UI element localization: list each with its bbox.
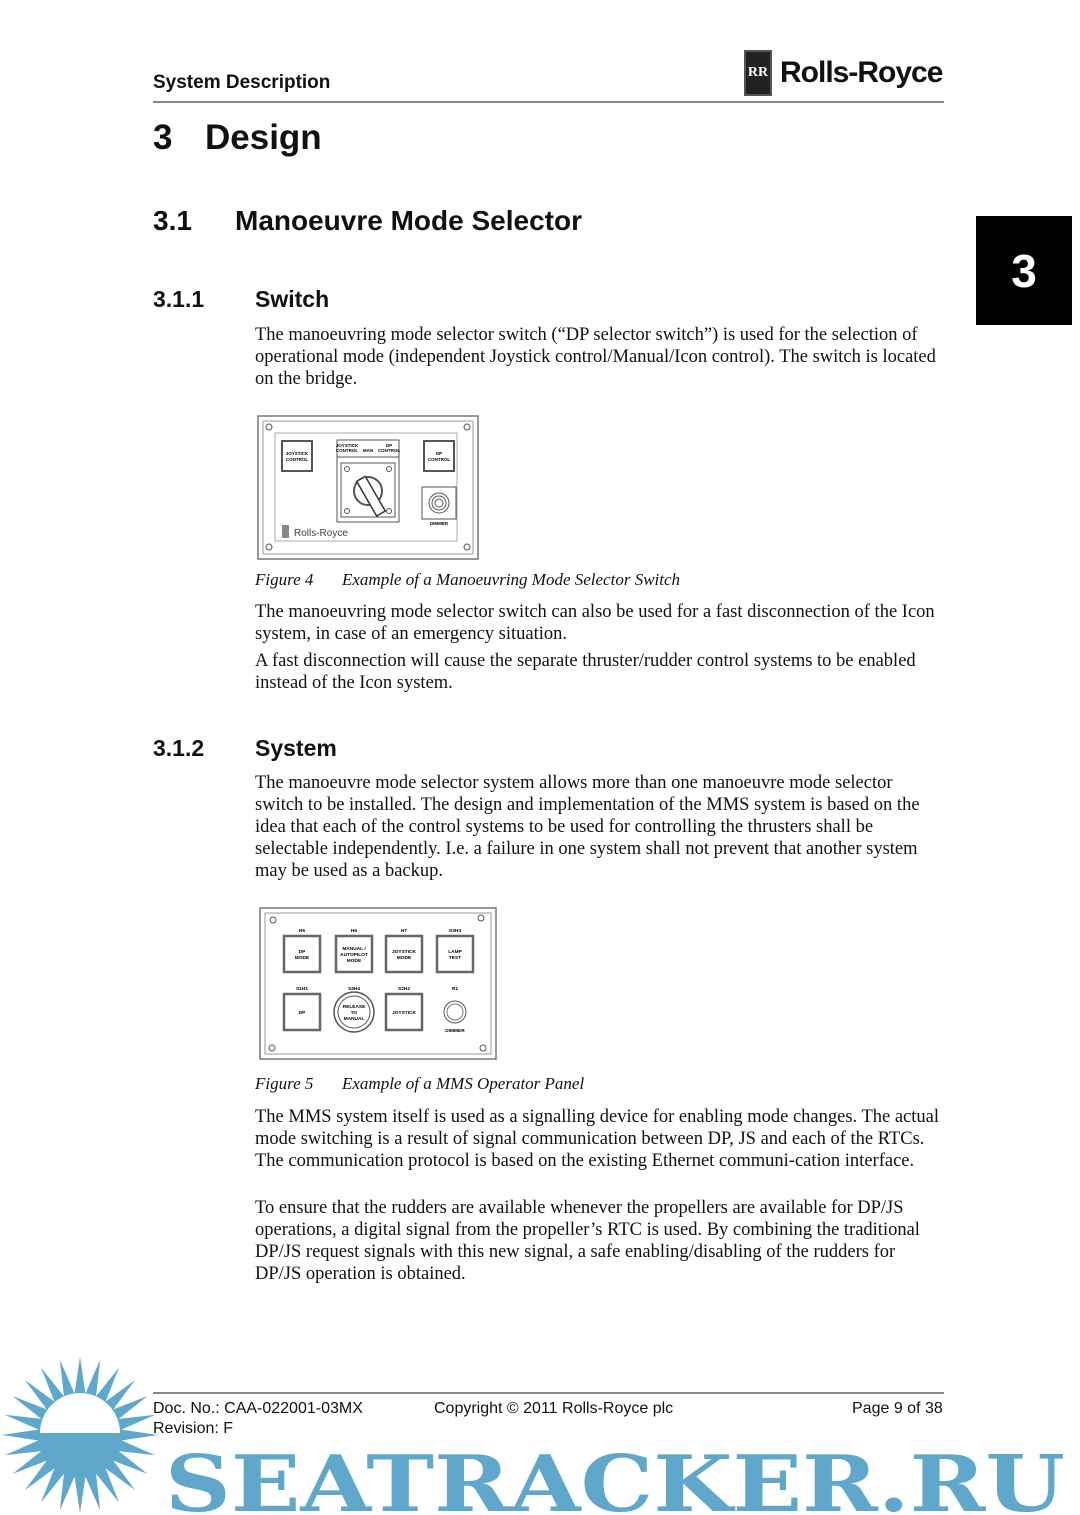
heading-text: Manoeuvre Mode Selector — [235, 205, 582, 236]
footer-copyright: Copyright © 2011 Rolls-Royce plc — [434, 1400, 674, 1417]
figure-4-image — [257, 415, 479, 560]
footer-revision: Revision: F — [153, 1420, 234, 1437]
dp-control-label: CONTROL — [427, 457, 451, 462]
button-id-label: R1 — [451, 987, 459, 992]
figure-label: Figure 5 — [255, 1074, 314, 1093]
button-label: JOYSTICK — [392, 1011, 416, 1016]
heading-number: 3.1.1 — [153, 286, 205, 312]
button-label: AUTOPILOT — [340, 953, 368, 958]
paragraph: The manoeuvring mode selector switch can also be used for a fast disconnection of the Icon system, in case of an emergency situation. — [255, 602, 935, 644]
button-label: DP — [298, 1011, 306, 1016]
button-label: MODE — [346, 959, 362, 964]
button-label: DIMMER — [445, 1029, 465, 1034]
heading-1 — [153, 118, 322, 158]
button-id-label: S1H1 — [296, 987, 308, 992]
heading-3-system — [153, 735, 337, 762]
button-label: JOYSTICK — [392, 950, 416, 955]
heading-number: 3 — [153, 118, 173, 157]
dp-control-label: DP — [435, 451, 443, 456]
button-label: TEST — [448, 956, 462, 961]
button-label: MODE — [396, 956, 412, 961]
figure-caption-text: Example of a MMS Operator Panel — [342, 1074, 585, 1093]
heading-number: 3.1.2 — [153, 735, 205, 761]
button-label: LAMP — [448, 950, 462, 955]
joystick-control-label: JOYSTICK — [285, 451, 309, 456]
watermark-text: SEATRACKER.RU — [165, 1445, 1065, 1515]
switch-position-label: CONTROL — [335, 448, 359, 453]
rolls-royce-logo — [744, 50, 942, 96]
paragraph: The MMS system itself is used as a signalling device for enabling mode changes. The actual mode switching is a result of signal communication between DP, JS and each of the RTCs. The communication protocol is based on the existing Ethernet communi-cation interface. — [255, 1107, 939, 1171]
chapter-tab: 3 — [976, 216, 1072, 325]
footer-page-number: Page 9 of 38 — [852, 1400, 943, 1417]
switch-position-label: JOYSTICK — [335, 443, 359, 448]
header-title: System Description — [153, 72, 331, 93]
figure-5-caption — [255, 1074, 584, 1094]
heading-text: Switch — [255, 286, 330, 312]
button-label: MANUAL / — [342, 947, 366, 952]
brand-name: Rolls-Royce — [780, 56, 943, 89]
footer-doc-no: Doc. No.: CAA-022001-03MX — [153, 1400, 363, 1417]
button-label: DP — [298, 950, 306, 955]
seatracker-watermark — [0, 1445, 1080, 1515]
dimmer-label: DIMMER — [429, 521, 449, 526]
button-id-label: S4H4 — [348, 987, 360, 992]
button-label: TO — [350, 1011, 358, 1016]
paragraph: The manoeuvre mode selector system allows more than one manoeuvre mode selector switch to be installed. The design and implementation of the MMS system is based on the idea that each of the control systems to be used for controlling the thrusters shall be selectable independently. I.e. a failure in one system shall not prevent that another system may be used as a backup. — [255, 773, 920, 881]
figure-caption-text: Example of a Manoeuvring Mode Selector Switch — [342, 570, 681, 589]
panel-brand-label: Rolls-Royce — [294, 528, 348, 539]
header-divider — [153, 101, 944, 103]
heading-text: System — [255, 735, 337, 761]
paragraph: A fast disconnection will cause the separate thruster/rudder control systems to be enabled instead of the Icon system. — [255, 651, 916, 693]
heading-3-switch — [153, 286, 329, 313]
switch-position-label: CONTROL — [377, 448, 401, 453]
figure-5-image — [259, 907, 497, 1060]
paragraph: To ensure that the rudders are available whenever the propellers are available for DP/JS operations, a digital signal from the propeller’s RTC is used. By combining the traditional DP/JS request signals with this new signal, a safe enabling/disabling of the rudders for DP/JS operation is obtained. — [255, 1198, 920, 1284]
footer-divider — [153, 1392, 944, 1394]
switch-position-label: DP — [385, 443, 393, 448]
button-label: MODE — [294, 956, 310, 961]
button-id-label: S3H3 — [449, 929, 461, 934]
heading-number: 3.1 — [153, 205, 192, 236]
button-label: MANUAL — [343, 1017, 365, 1022]
heading-text: Design — [205, 118, 322, 157]
button-id-label: H5 — [298, 929, 306, 934]
heading-2 — [153, 205, 582, 237]
figure-label: Figure 4 — [255, 570, 314, 589]
figure-4-caption — [255, 570, 680, 590]
switch-position-label: MAN — [362, 448, 374, 453]
paragraph: The manoeuvring mode selector switch (“DP selector switch”) is used for the selection of operational mode (independent Joystick control/Manual/Icon control). The switch is located on the bridge. — [255, 325, 936, 389]
button-id-label: H6 — [350, 929, 358, 934]
button-label: RELEASE — [342, 1005, 366, 1010]
rr-badge-icon: RR — [744, 50, 772, 96]
button-id-label: H7 — [400, 929, 408, 934]
joystick-control-label: CONTROL — [285, 457, 309, 462]
button-id-label: S2H2 — [398, 987, 410, 992]
